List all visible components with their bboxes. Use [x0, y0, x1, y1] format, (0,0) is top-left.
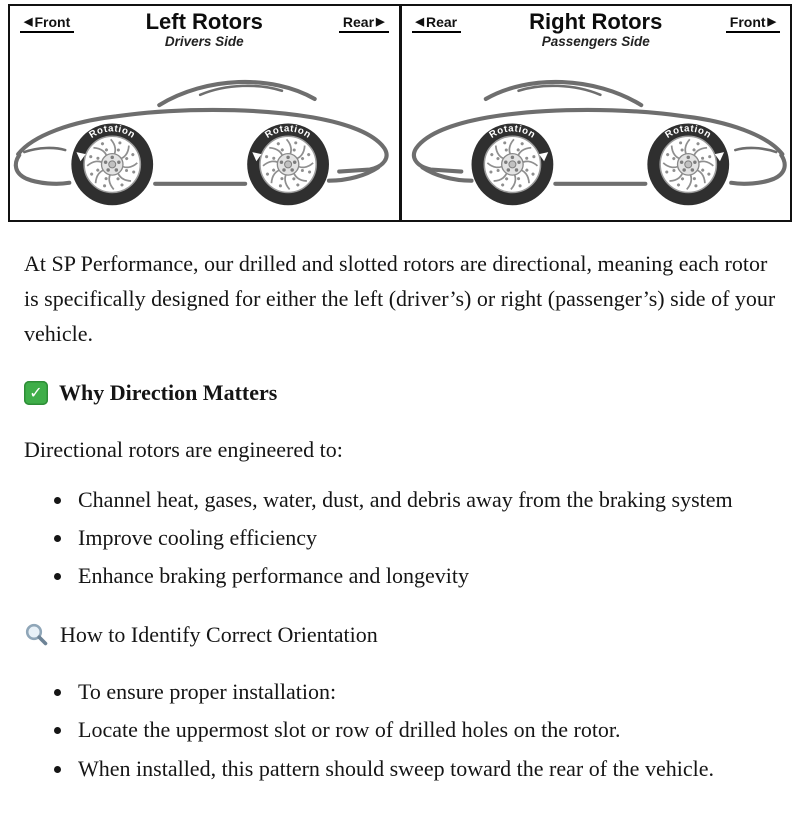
heading-text: How to Identify Correct Orientation	[60, 622, 378, 648]
left-panel-header	[10, 6, 399, 56]
direction-label-text: Front	[729, 14, 766, 30]
right-car-illustration	[402, 56, 791, 220]
list-item: • When installed, this pattern should sweep toward the rear of the vehicle.	[74, 751, 776, 786]
article-body	[8, 222, 792, 786]
orientation-steps-list	[24, 674, 776, 786]
list-item: • To ensure proper installation:	[74, 674, 776, 709]
list-item: • Improve cooling efficiency	[74, 520, 776, 555]
left-arrow-icon: ◀	[415, 15, 424, 28]
car-body-left	[16, 82, 387, 205]
direction-label-text: Rear	[342, 14, 375, 30]
identify-orientation-heading	[24, 617, 776, 652]
list-item: • Enhance braking performance and longevity	[74, 558, 776, 593]
front-direction-label	[20, 14, 74, 33]
magnifier-icon	[24, 622, 49, 647]
front-direction-label	[726, 14, 780, 33]
benefits-list	[24, 482, 776, 594]
rotation-label: Rotation	[662, 123, 713, 141]
left-car-illustration	[10, 56, 399, 220]
right-arrow-icon: ▶	[376, 15, 385, 28]
rotation-label: Rotation	[87, 123, 138, 141]
list-item: • Locate the uppermost slot or row of drilled holes on the rotor.	[74, 712, 776, 747]
rotation-label: Rotation	[487, 123, 537, 141]
right-panel-header	[402, 6, 791, 56]
rotor-direction-diagram	[8, 4, 792, 222]
check-glyph: ✓	[29, 382, 43, 402]
rear-direction-label	[339, 14, 389, 33]
left-arrow-icon: ◀	[24, 15, 33, 28]
rotation-label: Rotation	[263, 123, 314, 141]
direction-label-text: Front	[34, 14, 71, 30]
why-direction-matters-heading	[24, 375, 776, 410]
list-item: • Channel heat, gases, water, dust, and debris away from the braking system	[74, 482, 776, 517]
rear-direction-label	[412, 14, 462, 33]
right-arrow-icon: ▶	[767, 15, 776, 28]
panel-title: Left Rotors	[145, 9, 263, 34]
left-rotors-panel	[8, 4, 401, 222]
direction-label-text: Rear	[425, 14, 458, 30]
panel-subtitle: Passengers Side	[541, 34, 650, 50]
intro-paragraph: At SP Performance, our drilled and slotted rotors are directional, meaning each rotor is specifically designed for either the left (driver’s) or right (passenger’s) side of your vehicle.	[24, 250, 776, 346]
heading-text: Why Direction Matters	[59, 380, 278, 406]
engineered-to-lead: Directional rotors are engineered to:	[24, 437, 343, 463]
check-icon	[24, 381, 48, 405]
car-body-right	[413, 82, 784, 205]
panel-subtitle: Drivers Side	[164, 34, 244, 50]
panel-title: Right Rotors	[529, 9, 663, 34]
right-rotors-panel	[400, 4, 793, 222]
